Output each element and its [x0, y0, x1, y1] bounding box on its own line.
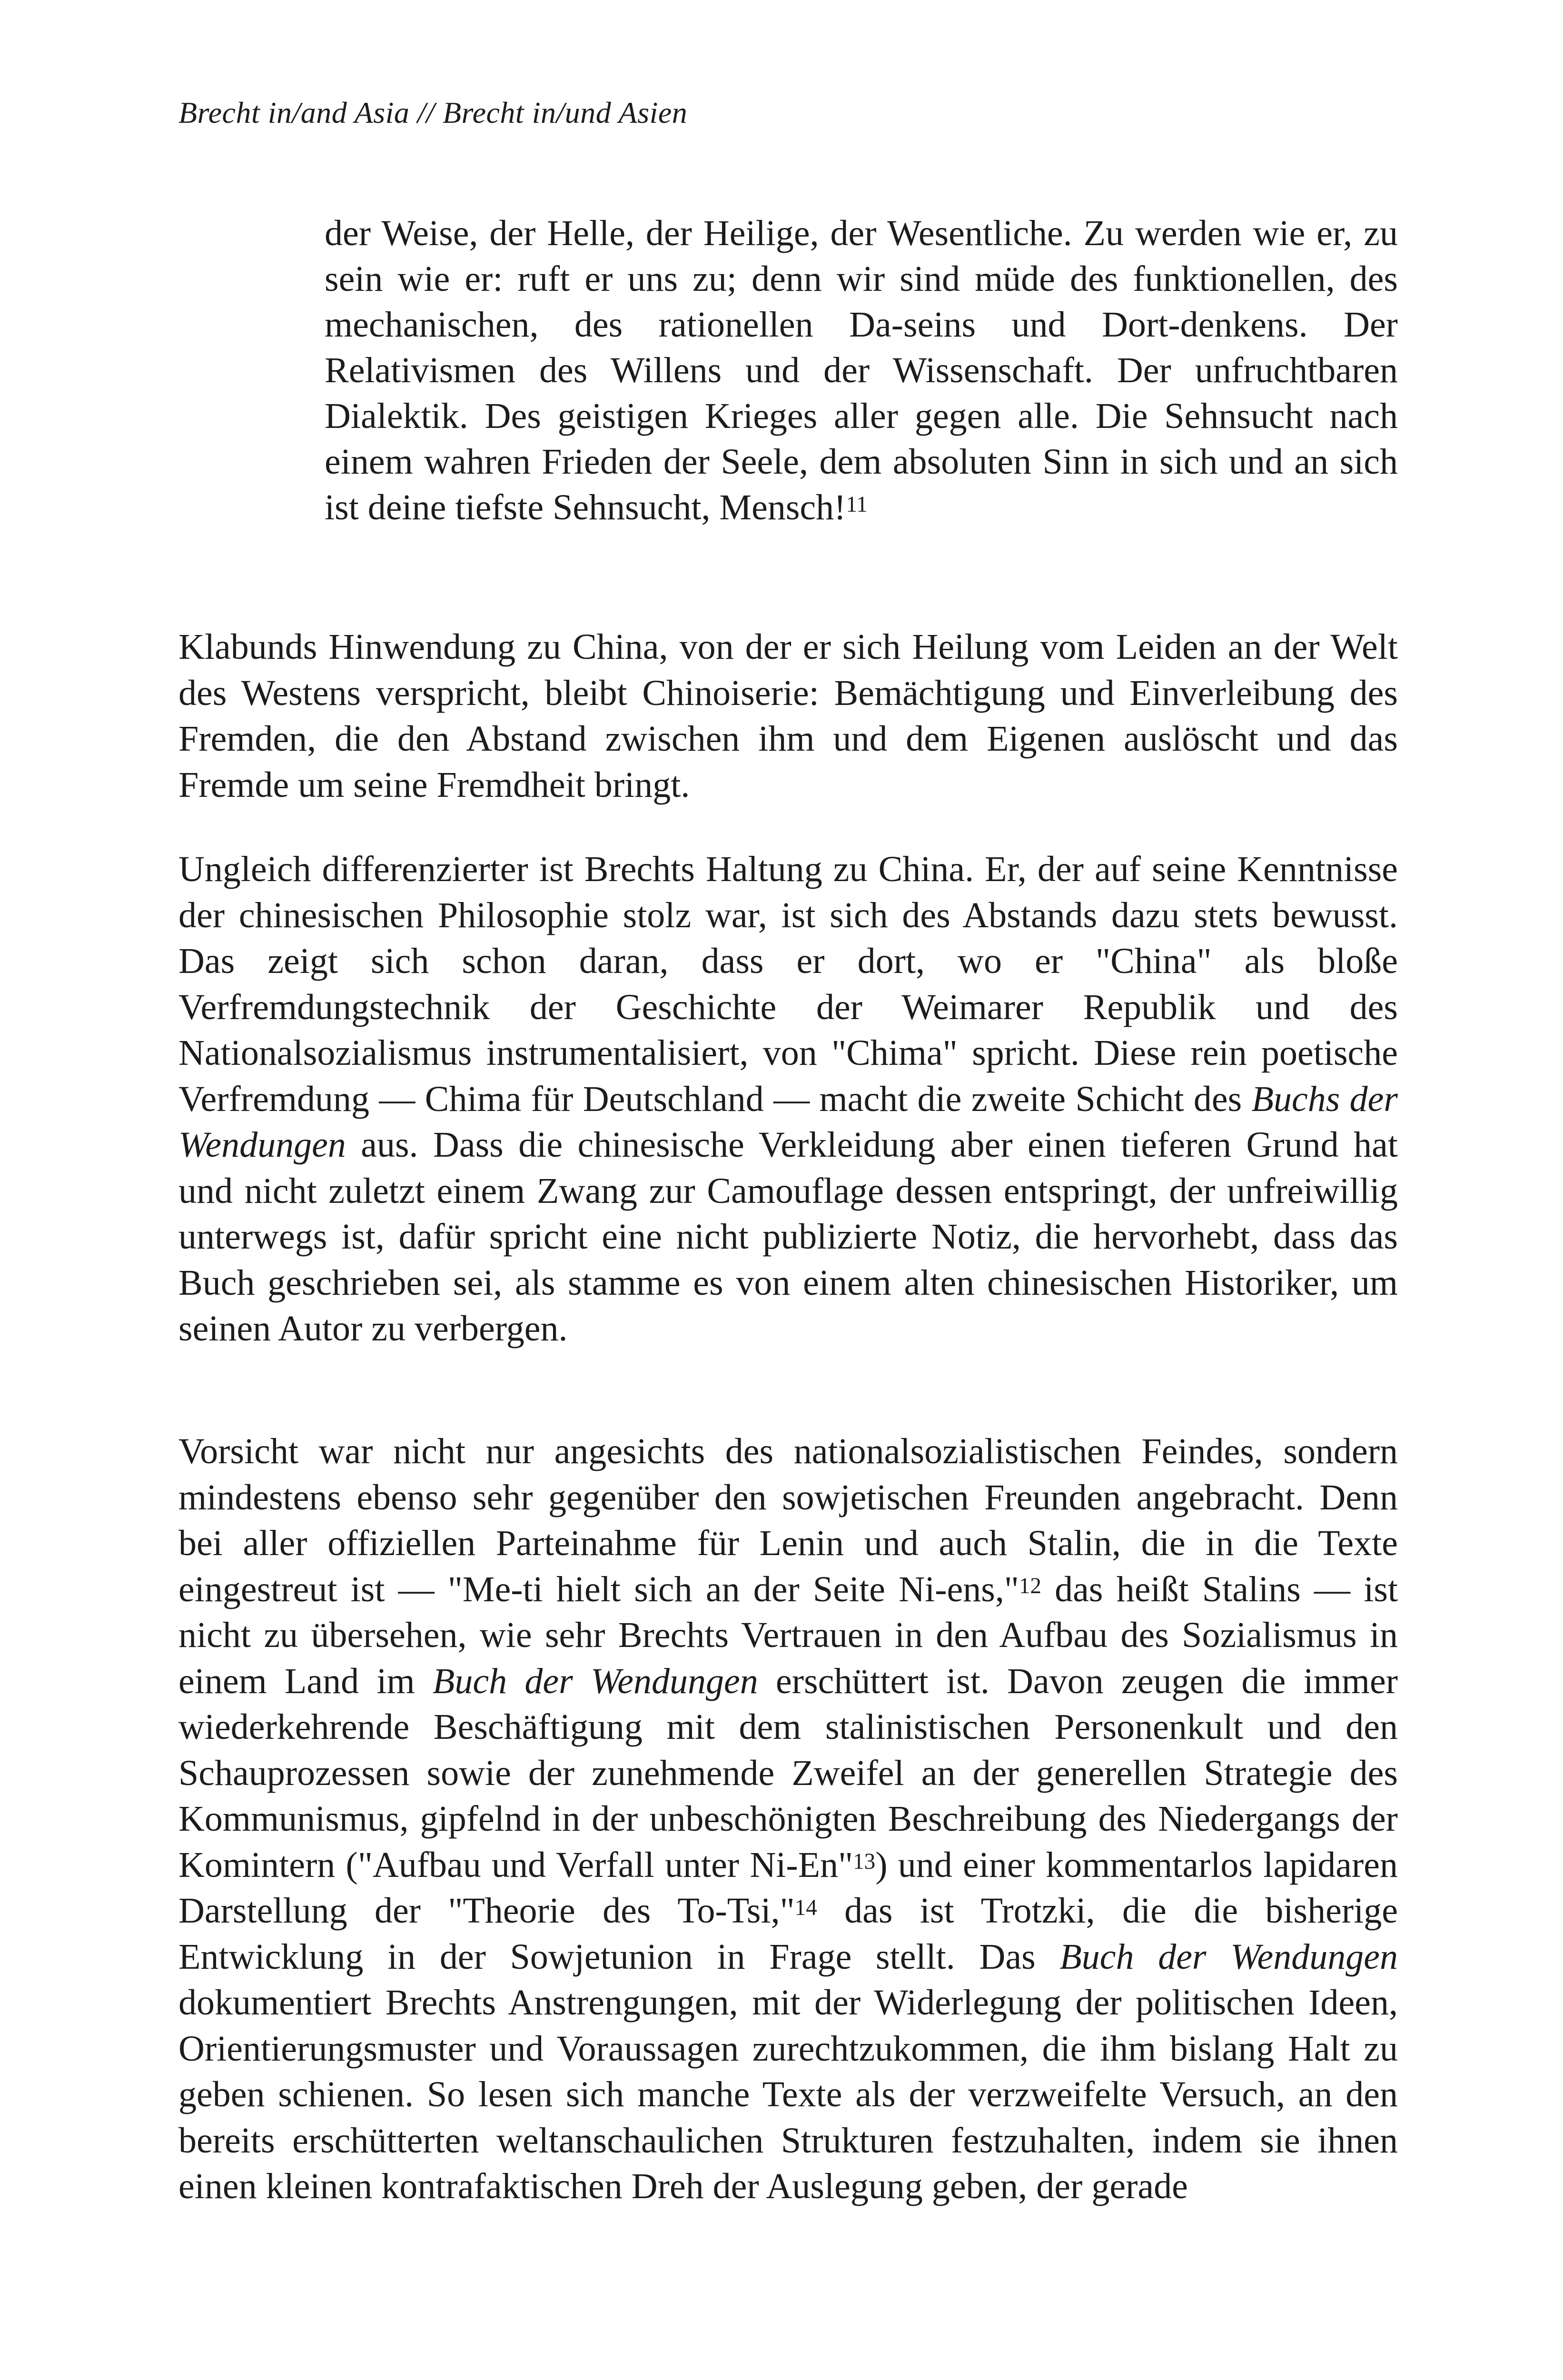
footnote-ref-13: 13: [853, 1849, 876, 1874]
footnote-ref-14: 14: [794, 1895, 817, 1920]
block-quote: [325, 210, 1398, 530]
paragraph-text: aus. Dass die chinesische Verkleidung aber einen tieferen Grund hat und nicht zuletzt einem Zwang zur Camouflage dessen entspringt, der unfreiwillig unterwegs ist, dafür spricht eine nicht publizierte Notiz, die hervorhebt, dass das Buch geschrieben sei, als stamme es von einem alten chinesischen Historiker, um seinen Autor zu verbergen.: [178, 1125, 1398, 1349]
paragraph-text: dokumentiert Brechts Anstrengungen, mit der Widerlegung der politischen Ideen, Orientierungsmuster und Voraussagen zurechtzukommen, die ihm bislang Halt zu geben schienen. So lesen sich manche Texte als der verzweifelte Versuch, an den bereits erschütterten weltanschaulichen Strukturen festzuhalten, indem sie ihnen einen kleinen kontrafaktischen Dreh der Auslegung geben, der gerade: [178, 1983, 1398, 2206]
paragraph-text: das ist Trotzki, die die bisherige Entwicklung in der Sowjetunion in Frage stellt. Das: [178, 1891, 1398, 1977]
running-head: Brecht in/and Asia // Brecht in/und Asien: [178, 96, 688, 129]
paragraph-text: erschüttert ist. Davon zeugen die immer wiederkehrende Beschäftigung mit dem stalinistischen Personenkult und den Schauprozessen sowie der zunehmende Zweifel an der generellen Strategie des Kommunismus, gipfelnd in der unbeschönigten Beschreibung des Niedergangs der Komintern ("Aufbau und Verfall unter Ni-En": [178, 1661, 1398, 1885]
paragraph-text: das heißt Stalins — ist nicht zu übersehen, wie sehr Brechts Vertrauen in den Aufbau des Sozialismus in einem Land im: [178, 1569, 1398, 1701]
footnote-ref-12: 12: [1019, 1574, 1041, 1599]
paragraph-brecht-china: [178, 846, 1398, 1352]
paragraph-klabund: Klabunds Hinwendung zu China, von der er sich Heilung vom Leiden an der Welt des Westens verspricht, bleibt Chinoiserie: Bemächtigung und Einverleibung des Fremden, die den Abstand zwischen ihm und dem Eigenen auslöscht und das Fremde um seine Fremdheit bringt.: [178, 627, 1398, 805]
footnote-ref-11: 11: [846, 492, 868, 517]
paragraph-text: Vorsicht war nicht nur angesichts des nationalsozialistischen Feindes, sondern mindestens ebenso sehr gegenüber den sowjetischen Freunden angebracht. Denn bei aller offiziellen Parteinahme für Lenin und auch Stalin, die in die Texte eingestreut ist — "Me-ti hielt sich an der Seite Ni-ens,": [178, 1431, 1398, 1609]
paragraph-text: ) und einer kommentarlos lapidaren Darstellung der "Theorie des To-Tsi,": [178, 1844, 1398, 1931]
book-title: Buch der Wendungen: [1059, 1936, 1398, 1977]
block-quote-text: der Weise, der Helle, der Heilige, der Wesentliche. Zu werden wie er, zu sein wie er: ruft er uns zu; denn wir sind müde des funktionellen, des mechanischen, des rationellen Da-seins und Dort-denkens. Der Relativismen des Willens und der Wissenschaft. Der unfruchtbaren Dialektik. Des geistigen Krieges aller gegen alle. Die Sehnsucht nach einem wahren Frieden der Seele, dem absoluten Sinn in sich und an sich ist deine tiefste Sehnsucht, Mensch!: [325, 213, 1398, 527]
paragraph-text: Ungleich differenzierter ist Brechts Haltung zu China. Er, der auf seine Kenntnisse der chinesischen Philosophie stolz war, ist sich des Abstands dazu stets bewusst. Das zeigt sich schon daran, dass er dort, wo er "China" als bloße Verfremdungstechnik der Geschichte der Weimarer Republik und des Nationalsozialismus instrumentalisiert, von "Chima" spricht. Diese rein poetische Verfremdung — Chima für Deutschland — macht die zweite Schicht des: [178, 849, 1398, 1119]
paragraph-vorsicht: [178, 1428, 1398, 2210]
book-title: Buchs der Wendungen: [178, 1079, 1398, 1165]
book-title: Buch der Wendungen: [432, 1661, 758, 1701]
